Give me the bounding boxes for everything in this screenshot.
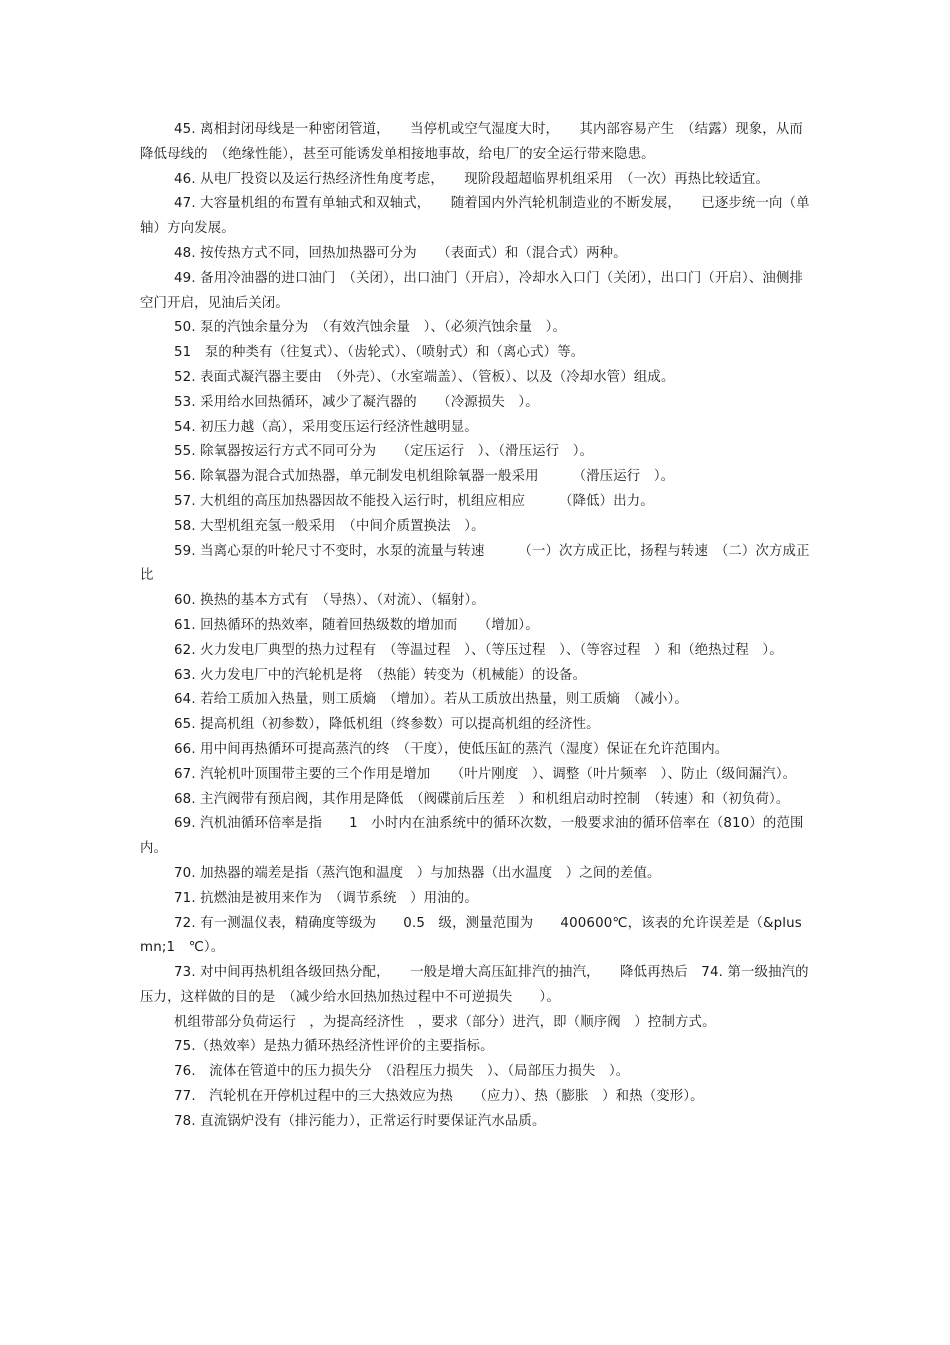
list-item: 56. 除氧器为混合式加热器，单元制发电机组除氧器一般采用 （滑压运行 ）。 [174,469,675,485]
list-item: 71. 抗燃油是被用来作为 （调节系统 ）用油的。 [174,890,478,906]
list-item: 72. 有一测温仪表，精确度等级为 0.5 级，测量范围为 400600℃，该表的允许误差是（&plusmn;1 ℃）。 [140,915,802,956]
question-list [140,118,812,1135]
list-item: 51 泵的种类有（往复式）、（齿轮式）、（喷射式）和（离心式）等。 [174,345,585,361]
list-item: 68. 主汽阀带有预启阀，其作用是降低 （阀碟前后压差 ）和机组启动时控制 （转速）和（初负荷）。 [174,791,790,807]
list-item: 66. 用中间再热循环可提高蒸汽的终 （干度），使低压缸的蒸汽（湿度）保证在允许范围内。 [174,741,729,757]
list-item: 69. 汽机油循环倍率是指 1 小时内在油系统中的循环次数，一般要求油的循环倍率在（810）的范围内。 [140,816,804,857]
list-item: 65. 提高机组（初参数），降低机组（终参数）可以提高机组的经济性。 [174,717,600,733]
list-item: 62. 火力发电厂典型的热力过程有 （等温过程 ）、（等压过程 ）、（等容过程 ）和（绝热过程 ）。 [174,642,783,658]
list-item: 75.（热效率）是热力循环热经济性评价的主要指标。 [174,1039,494,1055]
list-item: 76. 流体在管道中的压力损失分 （沿程压力损失 ）、（局部压力损失 ）。 [174,1064,630,1080]
list-item: 59. 当离心泵的叶轮尺寸不变时，水泵的流量与转速 （一）次方成正比，扬程与转速 （二）次方成正比 [140,543,810,584]
list-item: 55. 除氧器按运行方式不同可分为 （定压运行 ）、（滑压运行 ）。 [174,444,594,460]
list-item: 49. 备用冷油器的进口油门 （关闭），出口油门（开启），冷却水入口门（关闭），出口门（开启）、油侧排空门开启，见油后关闭。 [140,270,804,311]
list-item: 45. 离相封闭母线是一种密闭管道， 当停机或空气湿度大时， 其内部容易产生 （结露）现象，从而降低母线的 （绝缘性能），甚至可能诱发单相接地事故，给电厂的安全运行带来隐患。 [140,122,803,162]
list-item: 机组带部分负荷运行 ，为提高经济性 ，要求（部分）进汽，即（顺序阀 ）控制方式。 [174,1014,716,1030]
list-item: 46. 从电厂投资以及运行热经济性角度考虑， 现阶段超超临界机组采用 （一次）再热比较适宜。 [174,171,769,187]
list-item: 54. 初压力越（高），采用变压运行经济性越明显。 [174,419,478,435]
list-item: 48. 按传热方式不同，回热加热器可分为 （表面式）和（混合式）两种。 [174,245,627,261]
list-item: 60. 换热的基本方式有 （导热）、（对流）、（辐射）。 [174,593,485,609]
list-item: 61. 回热循环的热效率，随着回热级数的增加而 （增加）。 [174,617,539,633]
list-item: 50. 泵的汽蚀余量分为 （有效汽蚀余量 ）、（必须汽蚀余量 ）。 [174,320,567,336]
list-item: 63. 火力发电厂中的汽轮机是将 （热能）转变为（机械能）的设备。 [174,667,587,683]
list-item: 47. 大容量机组的布置有单轴式和双轴式， 随着国内外汽轮机制造业的不断发展， 已逐步统一向（单轴）方向发展。 [140,196,810,237]
list-item: 78. 直流锅炉没有（排污能力），正常运行时要保证汽水品质。 [174,1113,546,1129]
list-item: 73. 对中间再热机组各级回热分配， 一般是增大高压缸排汽的抽汽， 降低再热后 74. 第一级抽汽的压力，这样做的目的是 （减少给水回热加热过程中不可逆损失 ）。 [140,965,809,1005]
list-item: 52. 表面式凝汽器主要由 （外壳）、（水室端盖）、（管板）、以及（冷却水管）组成。 [174,369,675,385]
list-item: 57. 大机组的高压加热器因故不能投入运行时，机组应相应 （降低）出力。 [174,493,654,509]
list-item: 70. 加热器的端差是指（蒸汽饱和温度 ）与加热器（出水温度 ）之间的差值。 [174,865,661,881]
list-item: 64. 若给工质加入热量，则工质熵 （增加）。若从工质放出热量，则工质熵 （减小）。 [174,692,688,708]
list-item: 67. 汽轮机叶顶围带主要的三个作用是增加 （叶片刚度 ）、调整（叶片频率 ）、防止（级间漏汽）。 [174,766,797,782]
list-item: 77. 汽轮机在开停机过程中的三大热效应为热 （应力）、热（膨胀 ）和热（变形）。 [174,1089,704,1105]
list-item: 53. 采用给水回热循环，减少了凝汽器的 （冷源损失 ）。 [174,394,539,410]
list-item: 58. 大型机组充氢一般采用 （中间介质置换法 ）。 [174,518,485,534]
